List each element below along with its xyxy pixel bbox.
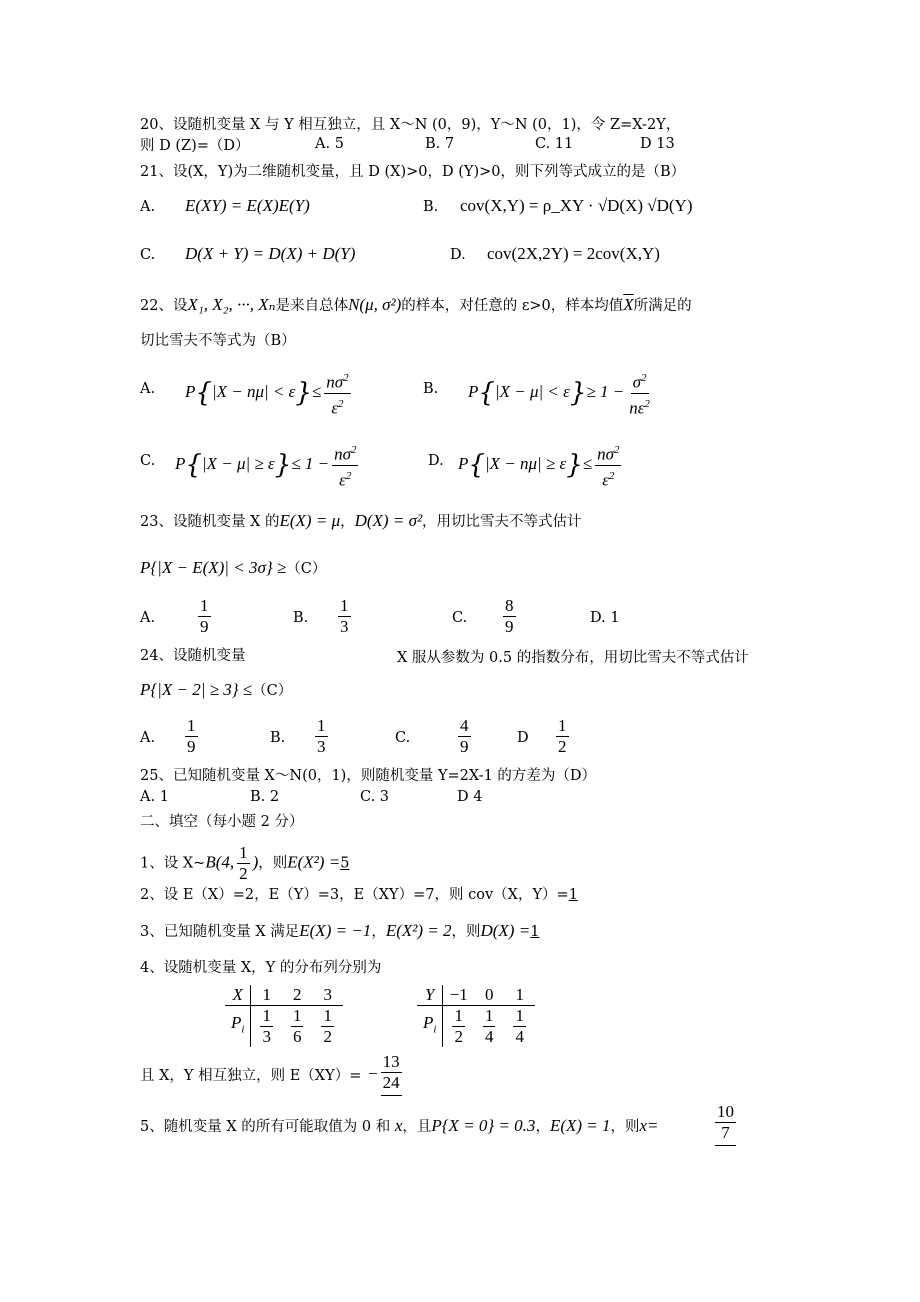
q23-stem: 23、设随机变量 X 的E(X) = μ，D(X) = σ²，用切比雪夫不等式估计 <box>140 511 582 530</box>
q23-prob: P{|X − E(X)| < 3σ} ≥（C） <box>140 558 327 577</box>
q24-d-frac: $\frac{1}{2}$ <box>558 716 567 756</box>
q22-d-label: D. <box>428 453 444 469</box>
fill-5: 5、随机变量 X 的所有可能取值为 0 和 x，且P{X = 0} = 0.3，E(X) = 1，则x= <box>140 1116 659 1135</box>
q22-c-label: C. <box>140 453 156 469</box>
q25-option-a: A. 1 <box>140 789 169 805</box>
q20-option-b: B. 7 <box>425 136 455 152</box>
x-p-head: $P_i$ <box>225 1006 251 1048</box>
q23-b-frac: $\frac{1}{3}$ <box>340 596 349 636</box>
q20-option-a: A. 5 <box>315 136 344 152</box>
q24-b-frac: $\frac{1}{3}$ <box>317 716 326 756</box>
y-val: 1 <box>504 985 535 1006</box>
y-val: 0 <box>474 985 505 1006</box>
x-val: 1 <box>251 985 282 1006</box>
q23-a-label: A. <box>140 610 156 626</box>
q21-b-label: B. <box>423 199 439 215</box>
q24-stem-a: 24、设随机变量 <box>140 648 246 664</box>
fill-4-answer: − $\frac{13}{24}$ <box>368 1052 405 1096</box>
q21-b-formula: cov(X,Y) = ρ_XY · √D(X) √D(Y) <box>460 196 693 215</box>
x-val: 2 <box>282 985 313 1006</box>
x-distribution-table: X 1 2 3 $P_i$ $\frac{1}{3}$ $\frac{1}{6}$ $\frac{1}{2}$ <box>225 985 343 1047</box>
fill-4-stem: 4、设随机变量 X，Y 的分布列分别为 <box>140 960 382 976</box>
q21-stem: 21、设(X，Y)为二维随机变量，且 D (X)>0，D (Y)>0，则下列等式成立的是（B） <box>140 164 686 180</box>
q23-d-label: D. 1 <box>590 610 620 626</box>
q24-a-frac: $\frac{1}{9}$ <box>187 716 196 756</box>
q24-d-label: D <box>517 730 529 746</box>
x-val: 3 <box>312 985 343 1006</box>
q22-a-formula: P{|X − nμ| < ε}≤ $\frac{n\sigma^2}{\varepsilon^2}$ <box>185 368 354 418</box>
y-distribution-table: Y −1 0 1 $P_i$ $\frac{1}{2}$ $\frac{1}{4}$ $\frac{1}{4}$ <box>417 985 535 1047</box>
q25-stem: 25、已知随机变量 X～N(0，1)，则随机变量 Y=2X-1 的方差为（D） <box>140 768 597 784</box>
q24-stem-b: X 服从参数为 0.5 的指数分布，用切比雪夫不等式估计 <box>397 650 749 666</box>
q24-prob: P{|X − 2| ≥ 3} ≤（C） <box>140 680 293 699</box>
x-head: X <box>225 985 251 1006</box>
y-p-head: $P_i$ <box>417 1006 443 1048</box>
q22-b-label: B. <box>423 381 439 397</box>
q25-option-b: B. 2 <box>250 789 280 805</box>
q23-c-frac: $\frac{8}{9}$ <box>505 596 514 636</box>
q24-b-label: B. <box>270 730 286 746</box>
q25-option-d: D 4 <box>457 789 483 805</box>
q21-d-label: D. <box>450 247 466 263</box>
q22-stem: 22、设X₁, X₂, ···, Xₙ是来自总体N(μ, σ²)的样本，对任意的 ε>0，样本均值$\overline{X}$所满足的 <box>140 295 692 314</box>
q20-line2: 则 D (Z)=（D） <box>140 138 250 154</box>
q25-option-c: C. 3 <box>360 789 390 805</box>
fill-2: 2、设 E（X）=2，E（Y）=3，E（XY）=7，则 cov（X，Y）=1 <box>140 887 578 903</box>
q21-a-formula: E(XY) = E(X)E(Y) <box>185 196 310 215</box>
q24-c-frac: $\frac{4}{9}$ <box>460 716 469 756</box>
q20-option-c: C. 11 <box>535 136 574 152</box>
q23-c-label: C. <box>452 610 468 626</box>
y-head: Y <box>417 985 443 1006</box>
fill-4-line2: 且 X，Y 相互独立，则 E（XY）= <box>140 1068 362 1084</box>
q21-a-label: A. <box>140 199 156 215</box>
q23-b-label: B. <box>293 610 309 626</box>
q22-line2: 切比雪夫不等式为（B） <box>140 333 296 349</box>
q20-line1: 20、设随机变量 X 与 Y 相互独立，且 X～N (0，9)，Y～N (0，1)，令 Z=X-2Y， <box>140 117 681 133</box>
fill-5-answer: $\frac{10}{7}$ <box>712 1102 739 1146</box>
q21-c-formula: D(X + Y) = D(X) + D(Y) <box>185 244 356 263</box>
section-title: 二、填空（每小题 2 分） <box>140 814 304 830</box>
q22-d-formula: P{|X − nμ| ≥ ε}≤ $\frac{n\sigma^2}{\varepsilon^2}$ <box>458 440 624 490</box>
y-val: −1 <box>443 985 474 1006</box>
q23-a-frac: $\frac{1}{9}$ <box>200 596 209 636</box>
q22-c-formula: P{|X − μ| ≥ ε}≤ 1 − $\frac{n\sigma^2}{\varepsilon^2}$ <box>175 440 361 490</box>
q24-c-label: C. <box>395 730 411 746</box>
fill-3: 3、已知随机变量 X 满足E(X) = −1，E(X²) = 2，则D(X) =1 <box>140 921 540 940</box>
q24-a-label: A. <box>140 730 156 746</box>
q21-d-formula: cov(2X,2Y) = 2cov(X,Y) <box>487 244 660 263</box>
fill-1: 1、设 X~B(4, $\frac{1}{2}$ )，则E(X²) =5 <box>140 843 350 883</box>
q22-a-label: A. <box>140 381 156 397</box>
q21-c-label: C. <box>140 247 156 263</box>
q22-b-formula: P{|X − μ| < ε}≥ 1 − $\frac{\sigma^2}{n\varepsilon^2}$ <box>468 368 655 418</box>
q20-option-d: D 13 <box>640 136 675 152</box>
